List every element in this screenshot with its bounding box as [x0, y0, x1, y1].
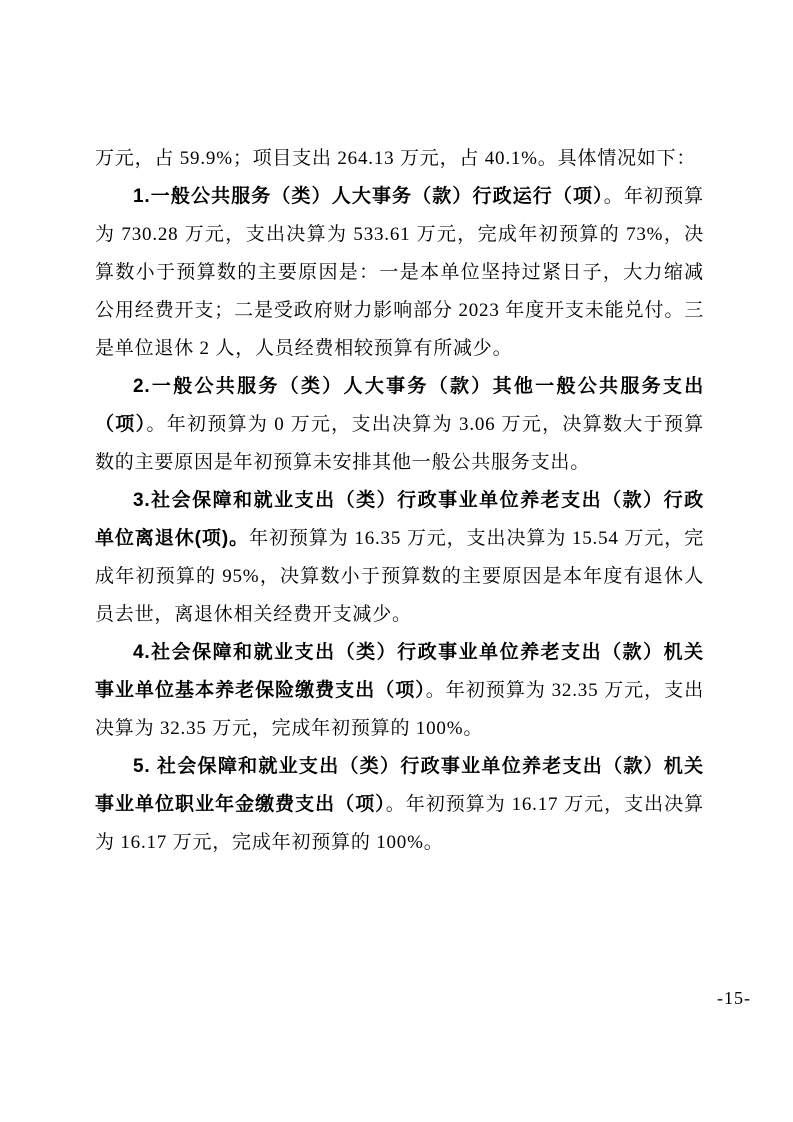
paragraphs	[95, 140, 704, 862]
paragraph	[95, 634, 704, 748]
heading-segment: 2.一般公共服务（类）人大事务（款）其他一般公共服务支出（项）	[95, 376, 704, 435]
text-segment: 。年初预算为 0 万元，支出决算为 3.06 万元，决算数大于预算数的主要原因是年初预算未安排其他一般公共服务支出。	[95, 414, 705, 473]
paragraph	[95, 482, 704, 634]
heading-segment: 5. 社会保障和就业支出（类）行政事业单位养老支出（款）机关事业单位职业年金缴费支出（项）	[95, 756, 704, 815]
paragraph	[95, 748, 704, 862]
heading-segment: 1.一般公共服务（类）人大事务（款）行政运行（项）	[133, 186, 604, 207]
heading-segment: 3.社会保障和就业支出（类）行政事业单位养老支出（款）行政单位离退休(项)。	[95, 490, 704, 549]
text-segment: 万元，占 59.9%；项目支出 264.13 万元，占 40.1%。具体情况如下：	[95, 148, 697, 169]
text-segment: 。年初预算为 32.35 万元，支出决算为 32.35 万元，完成年初预算的 100%。	[95, 680, 704, 739]
page-number: -15-	[717, 988, 751, 1008]
heading-segment: 4.社会保障和就业支出（类）行政事业单位养老支出（款）机关事业单位基本养老保险缴费支出（项）	[95, 642, 704, 701]
text-segment: 年初预算为 16.35 万元，支出决算为 15.54 万元，完成年初预算的 95%，决算数小于预算数的主要原因是本年度有退休人员去世，离退休相关经费开支减少。	[95, 528, 704, 625]
text-segment: 。年初预算为 730.28 万元，支出决算为 533.61 万元，完成年初预算的 73%，决算数小于预算数的主要原因是：一是本单位坚持过紧日子，大力缩减公用经费开支；二是受政府财力影响部分 2023 年度开支未能兑付。三是单位退休 2 人，人员经费相较预算有所减少。	[95, 186, 704, 359]
paragraph	[95, 368, 704, 482]
paragraph	[95, 140, 704, 178]
text-segment: 。年初预算为 16.17 万元，支出决算为 16.17 万元，完成年初预算的 100%。	[95, 794, 704, 853]
paragraph	[95, 178, 704, 368]
